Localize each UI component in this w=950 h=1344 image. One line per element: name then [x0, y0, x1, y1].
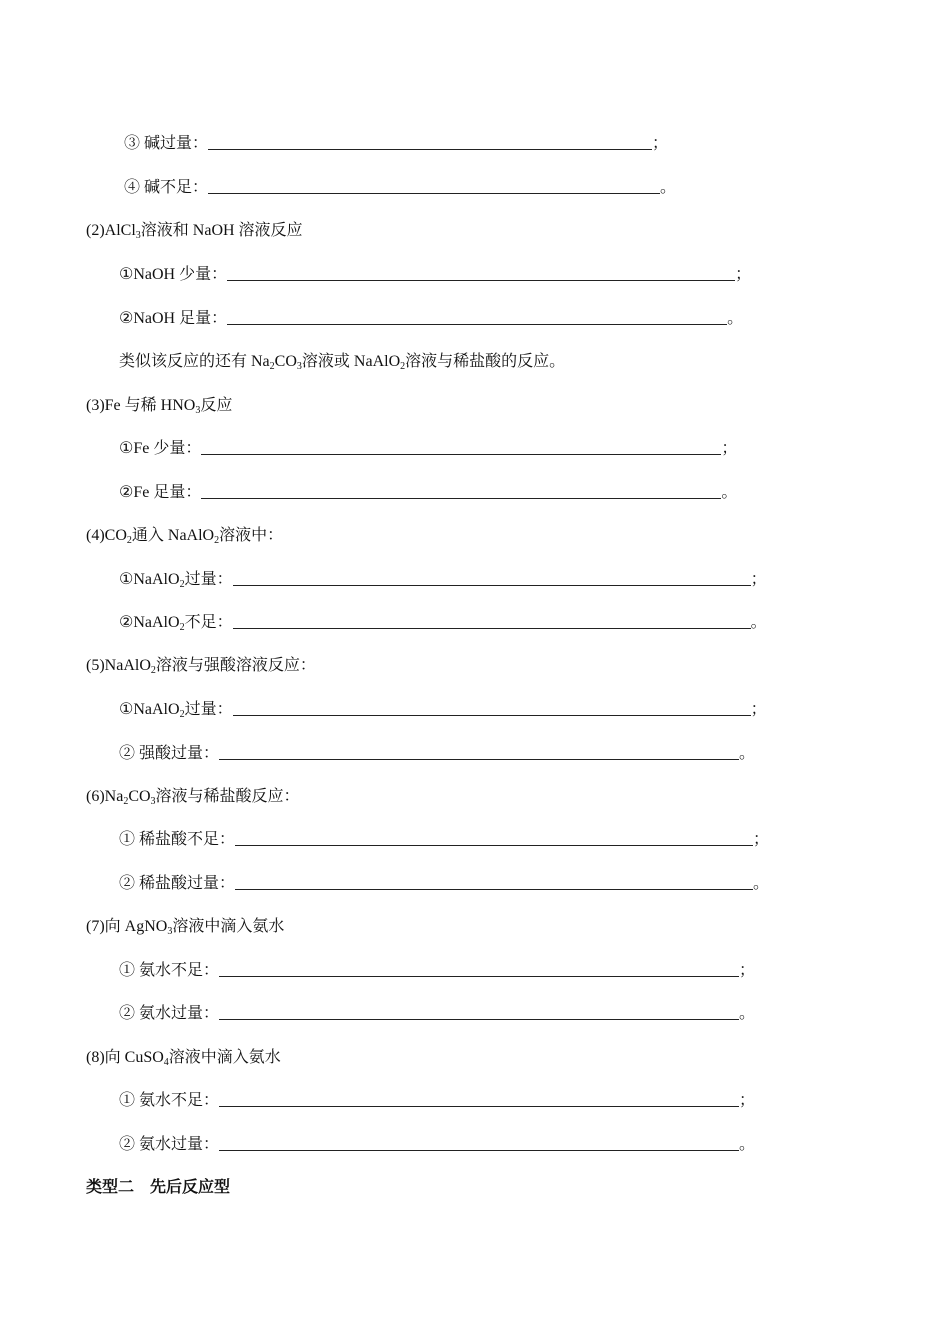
heading-text: (7)向 AgNO — [86, 918, 168, 935]
heading-text: 通入 NaAlO — [131, 527, 215, 544]
item-punct: 。 — [739, 1005, 756, 1022]
heading-text: CO — [128, 788, 151, 805]
heading-text: (4)CO — [86, 527, 127, 544]
heading-text: (8)向 CuSO — [86, 1049, 164, 1066]
heading-text: (3)Fe 与稀 HNO — [86, 397, 196, 414]
answer-blank[interactable] — [219, 1092, 739, 1107]
item-fe-enough — [119, 483, 737, 503]
subscript: 3 — [195, 405, 201, 416]
item-ammonia-excess — [119, 1004, 755, 1024]
item-number: ④ — [124, 179, 141, 196]
answer-blank[interactable] — [219, 1005, 739, 1020]
item-punct: ； — [750, 571, 767, 588]
item-alkali-excess — [124, 134, 668, 154]
subscript: 2 — [123, 796, 129, 807]
item-label: ② 氨水过量： — [119, 1005, 220, 1022]
subscript: 2 — [179, 579, 185, 590]
item-naalo2-insufficient — [119, 613, 767, 638]
item-punct: 。 — [739, 745, 756, 762]
similar-reaction-note — [119, 352, 565, 377]
item-punct: 。 — [660, 179, 677, 196]
item-ammonia-excess-2 — [119, 1135, 755, 1155]
answer-blank[interactable] — [201, 484, 721, 499]
subscript: 3 — [150, 796, 156, 807]
item-punct: 。 — [750, 614, 767, 631]
answer-blank[interactable] — [235, 831, 753, 846]
answer-blank[interactable] — [208, 179, 660, 194]
subscript: 2 — [150, 665, 156, 676]
answer-blank[interactable] — [233, 701, 751, 716]
item-punct: ； — [739, 1092, 756, 1109]
item-punct: ； — [652, 135, 669, 152]
item-label: ①Fe 少量： — [119, 440, 202, 457]
item-label: 碱过量： — [140, 135, 209, 152]
heading-text: 溶液与强酸溶液反应： — [155, 657, 316, 674]
answer-blank[interactable] — [227, 310, 727, 325]
item-label: ② 强酸过量： — [119, 745, 220, 762]
item-label: ②NaOH 足量： — [119, 310, 228, 327]
item-strong-acid-excess — [119, 744, 755, 764]
heading-text: 溶液中滴入氨水 — [172, 918, 285, 935]
item-fe-little — [119, 439, 737, 459]
item-naalo2-excess — [119, 570, 767, 595]
item-punct: ； — [739, 962, 756, 979]
item-label: ② 氨水过量： — [119, 1136, 220, 1153]
section-heading-4 — [86, 526, 283, 551]
section-heading-8 — [86, 1048, 281, 1073]
subscript: 3 — [167, 926, 173, 937]
heading-text: (2)AlCl — [86, 222, 136, 239]
answer-blank[interactable] — [219, 962, 739, 977]
item-label: ①NaOH 少量： — [119, 266, 228, 283]
answer-blank[interactable] — [201, 440, 721, 455]
answer-blank[interactable] — [233, 571, 751, 586]
answer-blank[interactable] — [219, 745, 739, 760]
item-label: ②NaAlO — [119, 614, 180, 631]
item-label: ① 稀盐酸不足： — [119, 831, 236, 848]
item-label: ①NaAlO — [119, 701, 180, 718]
heading-text: (6)Na — [86, 788, 124, 805]
heading-text: (5)NaAlO — [86, 657, 151, 674]
subscript: 2 — [179, 622, 185, 633]
subscript: 2 — [179, 709, 185, 720]
heading-text: 溶液中： — [219, 527, 284, 544]
item-punct: 。 — [721, 484, 738, 501]
subscript: 2 — [126, 535, 132, 546]
note-text: CO — [274, 353, 297, 370]
heading-text: 溶液与稀盐酸反应： — [155, 788, 300, 805]
section-title-type-two: 类型二 先后反应型 — [86, 1179, 231, 1196]
item-label: ① 氨水不足： — [119, 962, 220, 979]
answer-blank[interactable] — [208, 135, 652, 150]
subscript: 2 — [400, 361, 406, 372]
item-hcl-insufficient — [119, 830, 769, 850]
item-punct: ； — [753, 831, 770, 848]
item-punct: 。 — [739, 1136, 756, 1153]
subscript: 3 — [135, 230, 141, 241]
section-heading-3 — [86, 396, 232, 421]
heading-text: 反应 — [200, 397, 233, 414]
item-punct: ； — [721, 440, 738, 457]
answer-blank[interactable] — [227, 266, 735, 281]
item-label: ① 氨水不足： — [119, 1092, 220, 1109]
note-text: 溶液或 NaAlO — [301, 353, 401, 370]
heading-text: 溶液和 NaOH 溶液反应 — [140, 222, 303, 239]
section-heading-5 — [86, 656, 316, 681]
item-hcl-excess — [119, 874, 769, 894]
answer-blank[interactable] — [219, 1136, 739, 1151]
item-label: 不足： — [184, 614, 233, 631]
item-punct: 。 — [727, 310, 744, 327]
section-heading-6 — [86, 787, 300, 812]
subscript: 3 — [296, 361, 302, 372]
item-alkali-insufficient — [124, 178, 676, 198]
item-punct: 。 — [753, 875, 770, 892]
item-ammonia-insufficient-2 — [119, 1091, 755, 1111]
item-punct: ； — [735, 266, 752, 283]
heading-text: 溶液中滴入氨水 — [168, 1049, 281, 1066]
item-label: 过量： — [184, 701, 233, 718]
section-heading-2 — [86, 221, 303, 246]
item-label: ②Fe 足量： — [119, 484, 202, 501]
answer-blank[interactable] — [235, 875, 753, 890]
subscript: 2 — [214, 535, 220, 546]
section-heading-7 — [86, 917, 284, 942]
answer-blank[interactable] — [233, 614, 751, 629]
item-label: ② 稀盐酸过量： — [119, 875, 236, 892]
item-naoh-enough — [119, 309, 743, 329]
item-number: ③ — [124, 135, 141, 152]
item-naalo2-excess-2 — [119, 700, 767, 725]
item-ammonia-insufficient — [119, 961, 755, 981]
item-naoh-little — [119, 265, 751, 285]
item-label: 碱不足： — [140, 179, 209, 196]
subscript: 2 — [269, 361, 275, 372]
note-text: 类似该反应的还有 Na — [119, 353, 270, 370]
note-text: 溶液与稀盐酸的反应。 — [405, 353, 566, 370]
item-punct: ； — [750, 701, 767, 718]
item-label: ①NaAlO — [119, 571, 180, 588]
item-label: 过量： — [184, 571, 233, 588]
subscript: 4 — [163, 1057, 169, 1068]
